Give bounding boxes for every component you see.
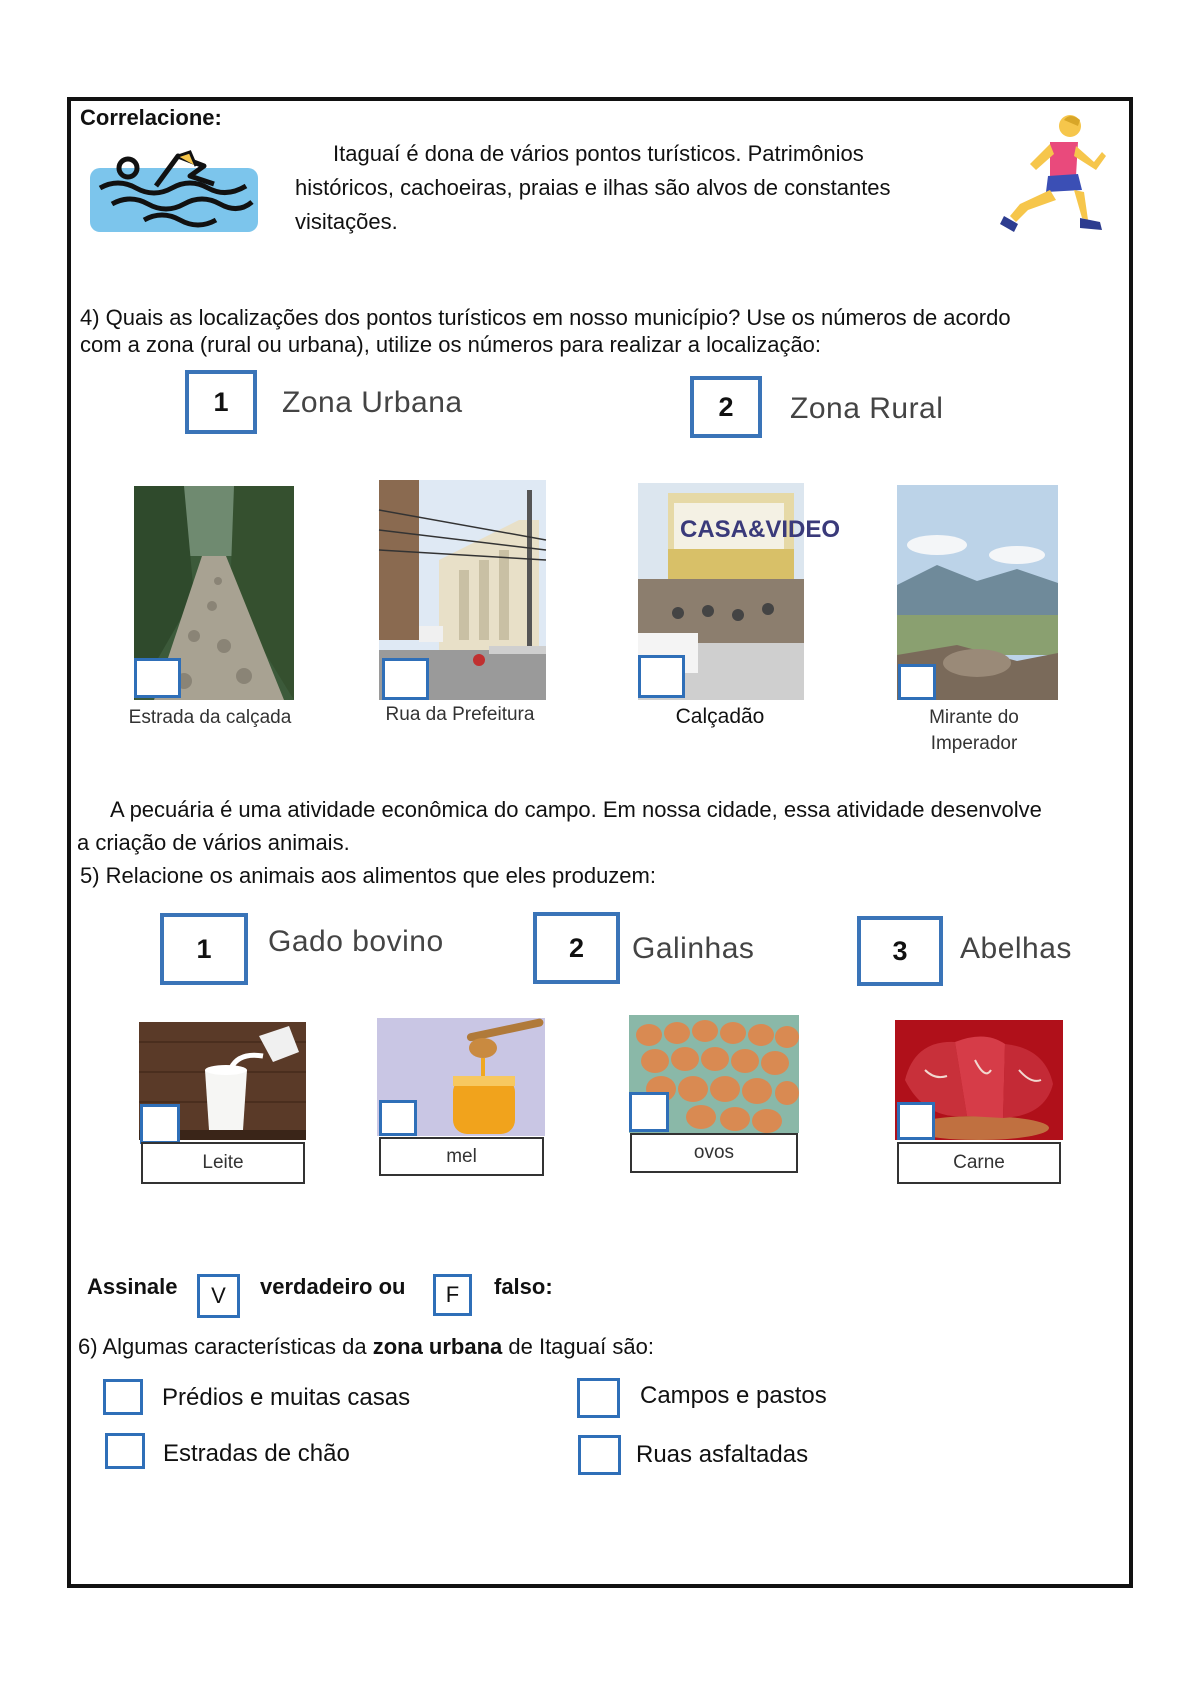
key-label-rural: Zona Rural	[790, 392, 944, 425]
f-letter-box: F	[433, 1274, 472, 1316]
q5-intro-line-1: A pecuária é uma atividade econômica do campo. Em nossa cidade, essa atividade desenvolve	[110, 797, 1042, 822]
key-number-rural: 2	[690, 376, 762, 438]
q4-line-2: com a zona (rural ou urbana), utilize os números para realizar a localização:	[80, 332, 822, 357]
option-label-4: Ruas asfaltadas	[636, 1441, 809, 1468]
option-label-2: Campos e pastos	[640, 1382, 827, 1409]
place-caption-3: Calçadão	[675, 705, 765, 728]
food-checkbox-4[interactable]	[897, 1102, 935, 1140]
q6-question-suffix: de Itaguaí são:	[502, 1334, 654, 1359]
runner-icon	[990, 112, 1108, 238]
q6-question-bold: zona urbana	[372, 1334, 503, 1359]
food-label-1: Leite	[141, 1142, 305, 1184]
intro-line-2: históricos, cachoeiras, praias e ilhas são alvos de constantes	[295, 175, 891, 200]
q5-intro-line-2: a criação de vários animais.	[77, 830, 350, 855]
q6-question-prefix: 6) Algumas características da	[78, 1334, 373, 1359]
food-label-2: mel	[379, 1137, 544, 1176]
place-checkbox-1[interactable]	[134, 658, 181, 698]
falso-label: falso:	[494, 1274, 553, 1299]
place-caption-2: Rua da Prefeitura	[385, 704, 535, 725]
place-checkbox-3[interactable]	[638, 655, 685, 698]
option-checkbox-1[interactable]	[103, 1379, 143, 1415]
key-number-galinhas: 2	[533, 912, 620, 984]
key-label-gado: Gado bovino	[268, 925, 444, 958]
svg-text:CASA&VIDEO: CASA&VIDEO	[680, 516, 841, 543]
section-title: Correlacione:	[80, 105, 222, 130]
verdadeiro-label: verdadeiro ou	[260, 1274, 406, 1299]
key-label-urbana: Zona Urbana	[282, 386, 463, 419]
option-checkbox-4[interactable]	[578, 1435, 621, 1475]
q4-line-1: 4) Quais as localizações dos pontos turísticos em nosso município? Use os números de acordo	[80, 305, 1011, 330]
swimmer-icon	[86, 140, 262, 236]
place-caption-4-line2: Imperador	[930, 733, 1018, 754]
intro-line-3: visitações.	[295, 209, 398, 234]
food-label-4: Carne	[897, 1142, 1061, 1184]
place-checkbox-2[interactable]	[382, 658, 429, 700]
q5-question: 5) Relacione os animais aos alimentos que eles produzem:	[80, 863, 656, 888]
food-label-3: ovos	[630, 1133, 798, 1173]
assinale-label: Assinale	[87, 1274, 178, 1299]
place-checkbox-4[interactable]	[898, 664, 936, 700]
key-label-galinhas: Galinhas	[632, 932, 755, 965]
v-letter-box: V	[197, 1274, 240, 1318]
key-number-abelhas: 3	[857, 916, 943, 986]
option-label-3: Estradas de chão	[163, 1440, 350, 1467]
food-checkbox-1[interactable]	[140, 1104, 180, 1144]
place-caption-1: Estrada da calçada	[128, 707, 292, 728]
food-checkbox-2[interactable]	[379, 1100, 417, 1136]
option-checkbox-3[interactable]	[105, 1433, 145, 1469]
place-caption-4	[884, 705, 1064, 757]
food-checkbox-3[interactable]	[629, 1092, 669, 1132]
key-number-urbana: 1	[185, 370, 257, 434]
q6-question	[78, 1333, 654, 1362]
key-number-gado: 1	[160, 913, 248, 985]
option-label-1: Prédios e muitas casas	[162, 1384, 411, 1411]
option-checkbox-2[interactable]	[577, 1378, 620, 1418]
key-label-abelhas: Abelhas	[960, 932, 1072, 965]
place-caption-4-line1: Mirante do	[929, 707, 1019, 728]
intro-line-1: Itaguaí é dona de vários pontos turísticos. Patrimônios	[333, 141, 864, 166]
